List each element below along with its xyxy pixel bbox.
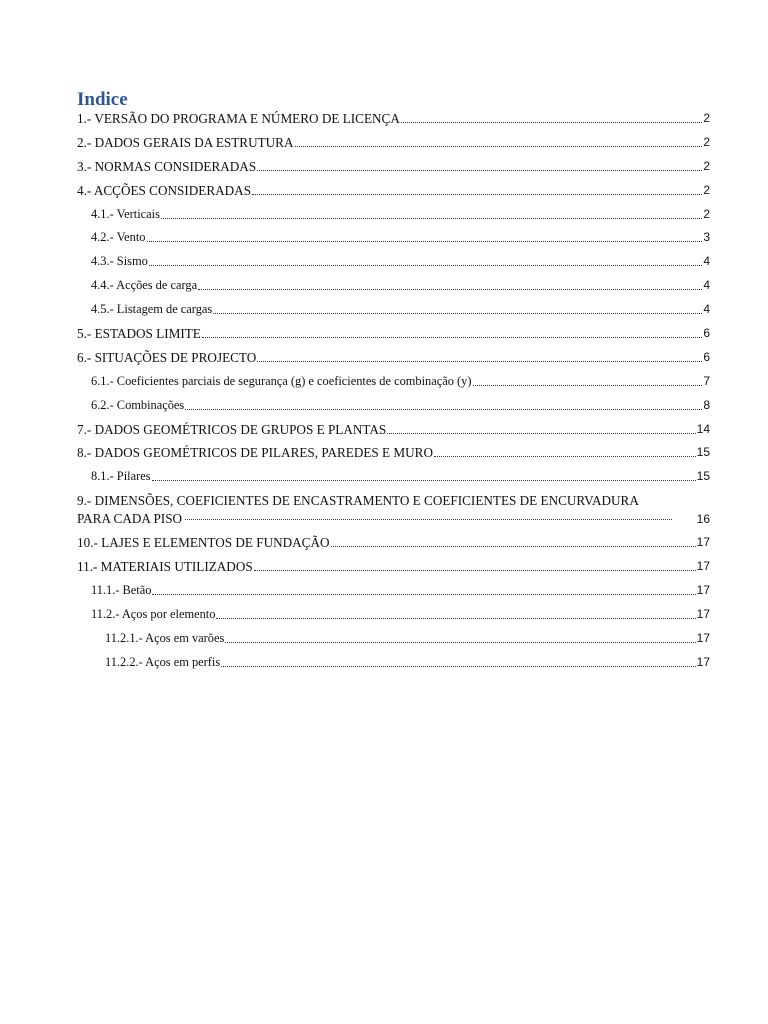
toc-page-number: 4 <box>703 278 710 293</box>
dot-leader <box>152 594 695 595</box>
toc-entry-4-3[interactable] <box>91 253 710 270</box>
dot-leader <box>473 385 703 386</box>
dot-leader <box>198 289 702 290</box>
toc-entry-label: 8.1.- Pilares <box>91 469 151 484</box>
toc-entry-label: 8.- DADOS GEOMÉTRICOS DE PILARES, PAREDES E MURO <box>77 445 433 461</box>
toc-entry-label: 11.2.- Aços por elemento <box>91 607 216 622</box>
toc-entry-4[interactable] <box>77 182 710 199</box>
toc-entry-6-1[interactable] <box>91 373 710 390</box>
toc-page-number: 16 <box>696 512 710 527</box>
dot-leader <box>185 409 702 410</box>
toc-entry-11[interactable] <box>77 558 710 575</box>
toc-title: Indice <box>77 89 128 110</box>
toc-page-number: 14 <box>696 421 710 436</box>
dot-leader <box>257 170 702 171</box>
toc-entry-label: 4.5.- Listagem de cargas <box>91 302 213 317</box>
dot-leader <box>213 313 702 314</box>
toc-entry-label: 5.- ESTADOS LIMITE <box>77 326 201 342</box>
toc-entry-label: 3.- NORMAS CONSIDERADAS <box>77 158 257 174</box>
toc-entry-label: 4.3.- Sismo <box>91 254 148 269</box>
toc-entry-label: 11.2.2.- Aços em perfis <box>105 654 221 669</box>
toc-page-number: 4 <box>703 302 710 317</box>
toc-entry-11-2[interactable] <box>91 606 710 623</box>
toc-list <box>0 110 768 678</box>
toc-page-number: 6 <box>703 349 710 364</box>
toc-entry-label: 6.- SITUAÇÕES DE PROJECTO <box>77 349 257 365</box>
dot-leader <box>152 480 696 481</box>
toc-page-number: 6 <box>703 326 710 341</box>
toc-entry-label: 1.- VERSÃO DO PROGRAMA E NÚMERO DE LICENÇA <box>77 111 400 126</box>
toc-page-number: 4 <box>703 254 710 269</box>
toc-entry-4-5[interactable] <box>91 301 710 318</box>
dot-leader <box>149 265 703 266</box>
dot-leader <box>252 194 702 195</box>
toc-entry-label: 11.1.- Betão <box>91 583 152 598</box>
toc-entry-3[interactable] <box>77 158 710 175</box>
dot-leader <box>225 642 695 643</box>
toc-entry-8-1[interactable] <box>91 468 710 485</box>
dot-leader <box>202 337 702 338</box>
toc-entry-label: 10.- LAJES E ELEMENTOS DE FUNDAÇÃO <box>77 535 330 551</box>
toc-page-number: 7 <box>703 373 710 388</box>
toc-entry-8[interactable] <box>77 444 710 461</box>
dot-leader <box>216 618 695 619</box>
toc-page-number: 17 <box>696 654 710 669</box>
toc-page-number: 2 <box>703 182 710 197</box>
toc-entry-4-4[interactable] <box>91 277 710 294</box>
toc-entry-label: 2.- DADOS GERAIS DA ESTRUTURA <box>77 134 294 150</box>
toc-page-number: 15 <box>696 445 710 460</box>
toc-entry-6[interactable] <box>77 349 710 366</box>
toc-entry-label: 4.- ACÇÕES CONSIDERADAS <box>77 182 252 198</box>
toc-entry-label: 4.4.- Acções de carga <box>91 278 198 293</box>
toc-entry-10[interactable] <box>77 534 710 551</box>
toc-entry-label: 11.2.1.- Aços em varões <box>105 631 225 645</box>
dot-leader <box>331 546 696 547</box>
toc-entry-6-2[interactable] <box>91 397 710 414</box>
dot-leader <box>221 666 695 667</box>
dot-leader <box>254 570 696 571</box>
toc-entry-9[interactable] <box>77 492 710 528</box>
toc-entry-2[interactable] <box>77 134 710 151</box>
toc-entry-7[interactable] <box>77 421 710 438</box>
toc-entry-label: 11.- MATERIAIS UTILIZADOS <box>77 559 253 575</box>
toc-page-number: 17 <box>696 559 710 574</box>
toc-entry-label <box>77 492 697 528</box>
toc-page-number: 2 <box>703 134 710 149</box>
dot-leader <box>401 122 702 123</box>
toc-entry-5[interactable] <box>77 325 710 342</box>
toc-entry-11-2-2[interactable] <box>105 654 710 671</box>
toc-entry-label: 6.2.- Combinações <box>91 397 185 412</box>
toc-entry-label-line-2: PARA CADA PISO <box>77 511 183 527</box>
toc-page-number: 2 <box>703 206 710 221</box>
dot-leader <box>147 241 703 242</box>
toc-entry-label: 6.1.- Coeficientes parciais de segurança (g) e coeficientes de combinação (y) <box>91 373 472 388</box>
toc-page-number: 17 <box>696 583 710 598</box>
dot-leader <box>257 361 702 362</box>
dot-leader <box>387 433 695 434</box>
dot-leader <box>185 519 672 520</box>
dot-leader <box>295 146 703 147</box>
toc-page-number: 2 <box>703 158 710 173</box>
toc-entry-1[interactable] <box>77 110 710 127</box>
toc-page-number: 17 <box>696 607 710 622</box>
toc-page-number: 17 <box>696 631 710 645</box>
toc-page-number: 2 <box>703 111 710 125</box>
toc-page-number: 8 <box>703 397 710 412</box>
dot-leader <box>434 456 696 457</box>
toc-entry-label: 7.- DADOS GEOMÉTRICOS DE GRUPOS E PLANTAS <box>77 421 387 437</box>
toc-entry-11-1[interactable] <box>91 582 710 599</box>
toc-entry-label-line-1: 9.- DIMENSÕES, COEFICIENTES DE ENCASTRAMENTO E COEFICIENTES DE ENCURVADURA <box>77 493 639 509</box>
toc-entry-label: 4.1.- Verticais <box>91 206 160 221</box>
toc-entry-4-2[interactable] <box>91 229 710 246</box>
toc-page-number: 17 <box>696 535 710 550</box>
toc-entry-label: 4.2.- Vento <box>91 230 146 245</box>
toc-page-number: 15 <box>696 469 710 484</box>
dot-leader <box>161 218 702 219</box>
toc-page-number: 3 <box>703 230 710 245</box>
toc-entry-4-1[interactable] <box>91 206 710 223</box>
toc-entry-11-2-1[interactable] <box>105 630 710 647</box>
